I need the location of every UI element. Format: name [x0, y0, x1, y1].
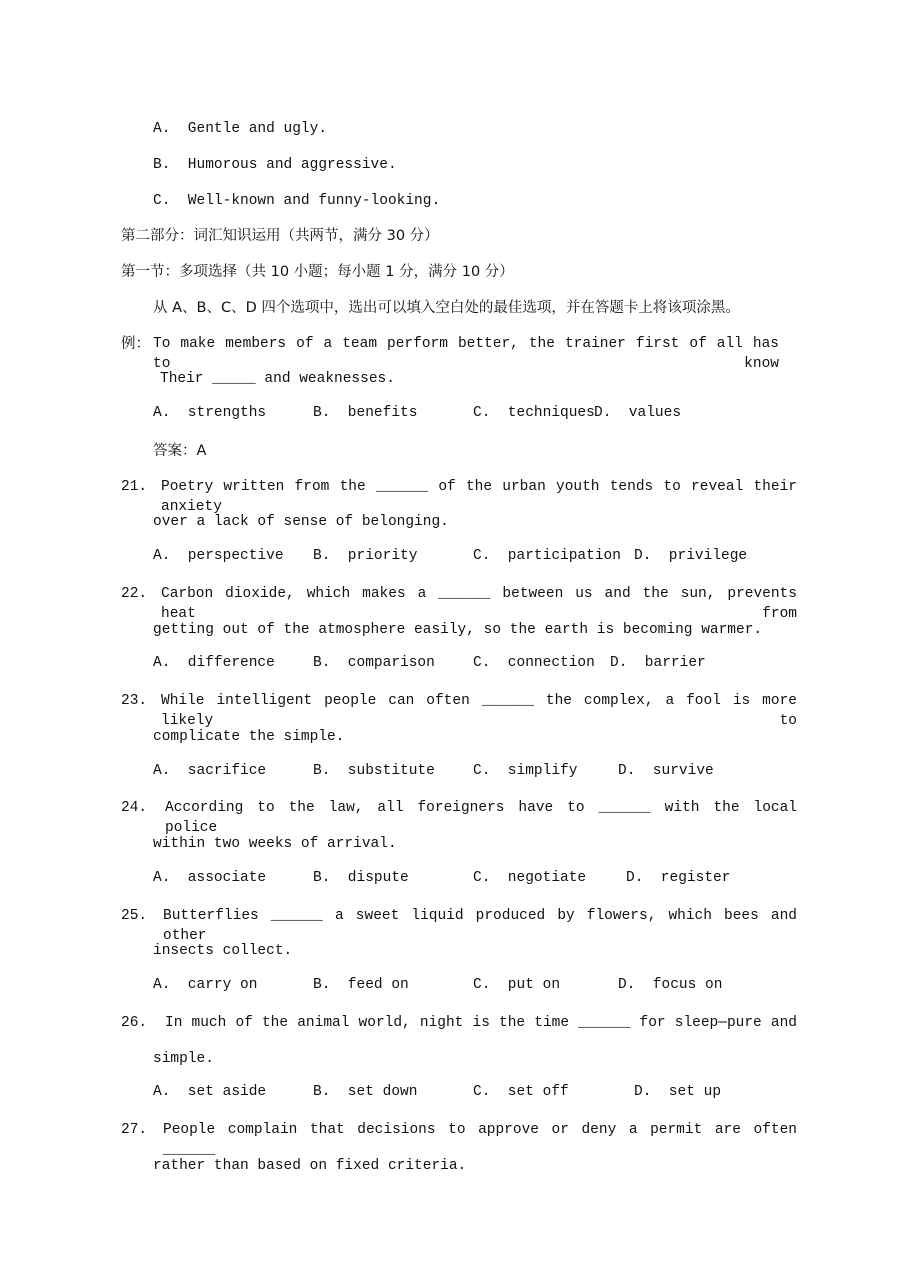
question-number: 26. — [121, 1015, 148, 1031]
option-c: C. set off — [473, 1084, 569, 1100]
option-d: D. register — [626, 870, 731, 886]
option-a: A. perspective — [153, 548, 284, 564]
question-stem-cont: rather than based on fixed criteria. — [153, 1158, 467, 1174]
example-answer: 答案：A — [153, 443, 207, 459]
example-option-a: A. strengths — [153, 405, 267, 421]
option-c: C. put on — [473, 977, 561, 993]
question-stem: Poetry written from the ______ of the urban youth tends to reveal their anxiety — [161, 479, 797, 515]
prev-option-c: C. Well-known and funny-looking. — [153, 193, 441, 209]
question-number: 25. — [121, 908, 148, 924]
option-d: D. privilege — [634, 548, 748, 564]
question-number: 21. — [121, 479, 148, 495]
section1-heading: 第一节：多项选择（共 10 小题；每小题 1 分，满分 10 分） — [121, 264, 514, 280]
prev-option-b: B. Humorous and aggressive. — [153, 157, 397, 173]
prev-option-a: A. Gentle and ugly. — [153, 121, 328, 137]
question-stem-cont: simple. — [153, 1051, 214, 1067]
option-d: D. set up — [634, 1084, 722, 1100]
option-b: B. comparison — [313, 655, 435, 671]
option-b: B. substitute — [313, 763, 435, 779]
question-stem-cont: getting out of the atmosphere easily, so the earth is becoming warmer. — [153, 622, 763, 638]
question-stem-cont: complicate the simple. — [153, 729, 345, 745]
question-number: 24. — [121, 800, 148, 816]
option-b: B. dispute — [313, 870, 409, 886]
option-d: D. survive — [618, 763, 714, 779]
example-prefix: 例： — [121, 336, 150, 352]
option-b: B. set down — [313, 1084, 418, 1100]
example-line1: To make members of a team perform better, the trainer first of all has to know — [153, 336, 779, 372]
question-stem: According to the law, all foreigners have to ______ with the local police — [165, 800, 797, 836]
question-stem: Butterflies ______ a sweet liquid produced by flowers, which bees and other — [163, 908, 797, 944]
option-a: A. associate — [153, 870, 267, 886]
option-c: C. connection — [473, 655, 595, 671]
option-a: A. set aside — [153, 1084, 267, 1100]
example-option-d: D. values — [594, 405, 682, 421]
question-number: 22. — [121, 586, 148, 602]
option-a: A. sacrifice — [153, 763, 267, 779]
instructions: 从 A、B、C、D 四个选项中，选出可以填入空白处的最佳选项，并在答题卡上将该项涂黑。 — [153, 300, 740, 316]
part2-heading: 第二部分：词汇知识运用（共两节，满分 30 分） — [121, 228, 439, 244]
option-d: D. barrier — [610, 655, 706, 671]
option-c: C. participation — [473, 548, 621, 564]
question-number: 23. — [121, 693, 148, 709]
question-stem-cont: over a lack of sense of belonging. — [153, 514, 449, 530]
option-c: C. negotiate — [473, 870, 587, 886]
question-stem-cont: within two weeks of arrival. — [153, 836, 397, 852]
option-b: B. feed on — [313, 977, 409, 993]
question-stem-cont: insects collect. — [153, 943, 293, 959]
question-number: 27. — [121, 1122, 148, 1138]
example-option-b: B. benefits — [313, 405, 418, 421]
question-stem: In much of the animal world, night is the time ______ for sleep—pure and — [165, 1015, 797, 1031]
example-option-c: C. techniques — [473, 405, 595, 421]
question-stem: While intelligent people can often ______ the complex, a fool is more likely to — [161, 693, 797, 729]
option-b: B. priority — [313, 548, 418, 564]
question-stem: Carbon dioxide, which makes a ______ between us and the sun, prevents heat from — [161, 586, 797, 622]
example-line2: Their _____ and weaknesses. — [160, 371, 395, 387]
option-a: A. difference — [153, 655, 275, 671]
option-d: D. focus on — [618, 977, 723, 993]
option-c: C. simplify — [473, 763, 578, 779]
question-stem: People complain that decisions to approve or deny a permit are often ______ — [163, 1122, 797, 1158]
option-a: A. carry on — [153, 977, 258, 993]
